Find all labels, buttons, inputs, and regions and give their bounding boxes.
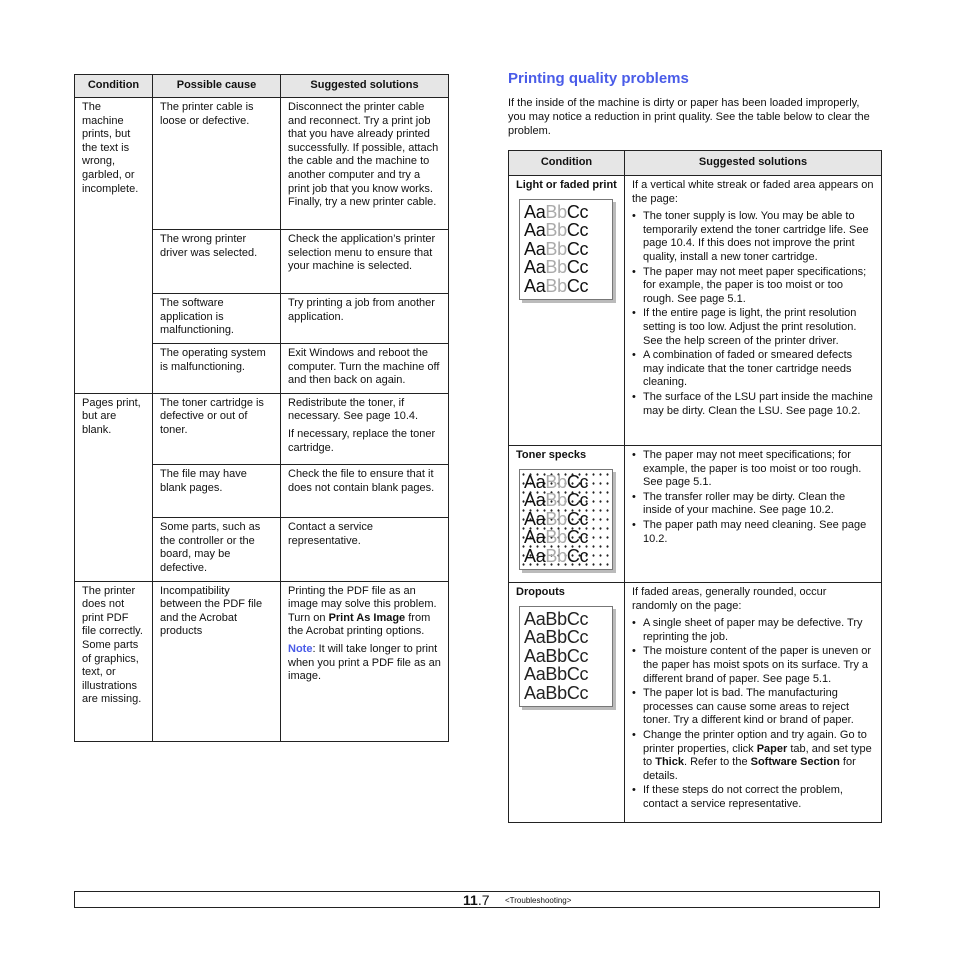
cause-cell: The file may have blank pages. xyxy=(153,465,281,518)
solution-cell: Disconnect the printer cable and reconnect. Try a print job that you have already printed successfully. If possible, attach the cable and the machine to another computer and try a print job that you know works. Finally, try a new printer cable. xyxy=(281,98,449,230)
section-title: Printing quality problems xyxy=(508,70,689,87)
list-item: • The toner supply is low. You may be able to temporarily extend the toner cartridge life. See page 10.4. If this does not improve the print quality, install a new toner cartridge. xyxy=(632,210,874,264)
solution-cell: Contact a service representative. xyxy=(281,518,449,581)
sample-line: AaBbCc xyxy=(524,645,589,666)
sample-line: AaBbCc xyxy=(524,238,589,259)
solution-lead: If a vertical white streak or faded area appears on the page: xyxy=(632,179,874,205)
solution-cell xyxy=(281,393,449,464)
condition-cell: The printer does not print PDF file correctly. Some parts of graphics, text, or illustrations are missing. xyxy=(75,581,153,741)
table-row xyxy=(509,176,882,446)
cause-cell: The software application is malfunctioning. xyxy=(153,294,281,344)
list-item: • If these steps do not correct the problem, contact a service representative. xyxy=(632,784,874,811)
note-text xyxy=(288,643,441,684)
solution-cell xyxy=(281,581,449,741)
solution-list xyxy=(632,449,874,546)
troubleshooting-table xyxy=(74,74,449,742)
dropouts-sample-image xyxy=(519,606,613,707)
note-label: Note xyxy=(288,642,313,655)
sample-line: AaBbCc xyxy=(524,682,589,703)
sample-line: AaBbCc xyxy=(524,201,589,222)
sample-line: AaBbCc xyxy=(524,257,589,278)
cause-cell: Some parts, such as the controller or the board, may be defective. xyxy=(153,518,281,581)
sample-line: AaBbCc xyxy=(524,527,589,548)
table-header-row xyxy=(75,75,449,98)
page-suffix: .7 xyxy=(477,892,490,908)
chapter-number: 11 xyxy=(463,892,478,908)
list-item: • Change the printer option and try again. Go to printer properties, click Paper tab, and set type to Thick. Refer to the Software Section for details. xyxy=(632,729,874,783)
table-row xyxy=(509,446,882,583)
solution-cell xyxy=(625,176,882,446)
sample-line: AaBbCc xyxy=(524,275,589,296)
list-item: • The paper may not meet specifications; for example, the paper is too moist or too rough. See page 5.1. xyxy=(632,449,874,490)
solution-text xyxy=(288,585,441,639)
solution-text: Redistribute the toner, if necessary. See page 10.4. xyxy=(288,396,419,423)
sample-line: AaBbCc xyxy=(524,220,589,241)
condition-cell xyxy=(509,446,625,583)
solution-list xyxy=(632,617,874,811)
page-number xyxy=(463,892,490,908)
table-row xyxy=(75,581,449,741)
note-body: : It will take longer to print when you print a PDF file as an image. xyxy=(288,642,441,683)
toner-specks-sample-image xyxy=(519,469,613,570)
condition-label: Toner specks xyxy=(516,449,587,461)
solution-list xyxy=(632,210,874,418)
list-item: • The moisture content of the paper is uneven or the paper has moist spots on its surface. Try a different brand of paper. See page 5.1. xyxy=(632,645,874,686)
list-item: • A single sheet of paper may be defective. Try reprinting the job. xyxy=(632,617,874,644)
page-footer xyxy=(74,891,880,908)
print-quality-table xyxy=(508,150,882,823)
solution-text-part: Printing the PDF file as an image may solve this problem. Turn on xyxy=(288,584,437,624)
solution-text: If necessary, replace the toner cartridge. xyxy=(288,427,436,454)
tab-name: Paper xyxy=(756,742,788,755)
cause-cell: The operating system is malfunctioning. xyxy=(153,344,281,394)
footer-section-name: <Troubleshooting> xyxy=(505,896,572,905)
header-suggested-solutions: Suggested solutions xyxy=(625,151,882,176)
cause-cell: The toner cartridge is defective or out of toner. xyxy=(153,393,281,464)
cause-cell: The printer cable is loose or defective. xyxy=(153,98,281,230)
condition-cell: The machine prints, but the text is wrong, garbled, or incomplete. xyxy=(75,98,153,394)
table-row xyxy=(509,583,882,823)
list-item: • A combination of faded or smeared defects may indicate that the toner cartridge needs cleaning. xyxy=(632,349,874,390)
solution-text-part: from the Acrobat printing options. xyxy=(288,611,431,638)
list-item: • The transfer roller may be dirty. Clean the inside of your machine. See page 10.2. xyxy=(632,491,874,518)
solution-cell xyxy=(625,446,882,583)
sample-line: AaBbCc xyxy=(524,664,589,685)
cause-cell: The wrong printer driver was selected. xyxy=(153,230,281,294)
solution-cell: Try printing a job from another application. xyxy=(281,294,449,344)
sample-line: AaBbCc xyxy=(524,608,589,629)
option-name: Print As Image xyxy=(328,611,406,624)
list-item: • If the entire page is light, the print resolution setting is too low. Adjust the print resolution. See the help screen of the printer driver. xyxy=(632,307,874,348)
faded-print-sample-image xyxy=(519,199,613,300)
list-item: • The paper may not meet paper specifications; for example, the paper is too moist or too rough. See page 5.1. xyxy=(632,266,874,307)
sample-line: AaBbCc xyxy=(524,508,589,529)
sample-line: AaBbCc xyxy=(524,471,589,492)
cause-cell: Incompatibility between the PDF file and the Acrobat products xyxy=(153,581,281,741)
solution-cell: Check the application’s printer selection menu to ensure that your machine is selected. xyxy=(281,230,449,294)
sample-line: AaBbCc xyxy=(524,545,589,566)
section-ref: Software Section xyxy=(750,756,840,769)
sample-line: AaBbCc xyxy=(524,627,589,648)
table-row xyxy=(75,393,449,464)
condition-label: Dropouts xyxy=(516,586,565,598)
condition-cell xyxy=(509,176,625,446)
header-condition: Condition xyxy=(75,75,153,98)
condition-cell xyxy=(509,583,625,823)
table-row xyxy=(75,98,449,230)
header-condition: Condition xyxy=(509,151,625,176)
header-possible-cause: Possible cause xyxy=(153,75,281,98)
list-item: • The paper path may need cleaning. See page 10.2. xyxy=(632,519,874,546)
solution-cell xyxy=(625,583,882,823)
sample-line: AaBbCc xyxy=(524,490,589,511)
list-item: • The paper lot is bad. The manufacturing processes can cause some areas to reject toner. Try a different kind or brand of paper. xyxy=(632,687,874,728)
condition-label: Light or faded print xyxy=(516,179,617,191)
header-suggested-solutions: Suggested solutions xyxy=(281,75,449,98)
solution-cell: Check the file to ensure that it does not contain blank pages. xyxy=(281,465,449,518)
type-name: Thick xyxy=(655,756,684,769)
solution-cell: Exit Windows and reboot the computer. Turn the machine off and then back on again. xyxy=(281,344,449,394)
condition-cell: Pages print, but are blank. xyxy=(75,393,153,581)
solution-lead: If faded areas, generally rounded, occur randomly on the page: xyxy=(632,586,827,612)
table-header-row xyxy=(509,151,882,176)
list-item: • The surface of the LSU part inside the machine may be dirty. Clean the LSU. See page 10.2. xyxy=(632,391,874,418)
section-intro: If the inside of the machine is dirty or paper has been loaded improperly, you may notice a reduction in print quality. See the table below to clear the problem. xyxy=(508,97,870,137)
